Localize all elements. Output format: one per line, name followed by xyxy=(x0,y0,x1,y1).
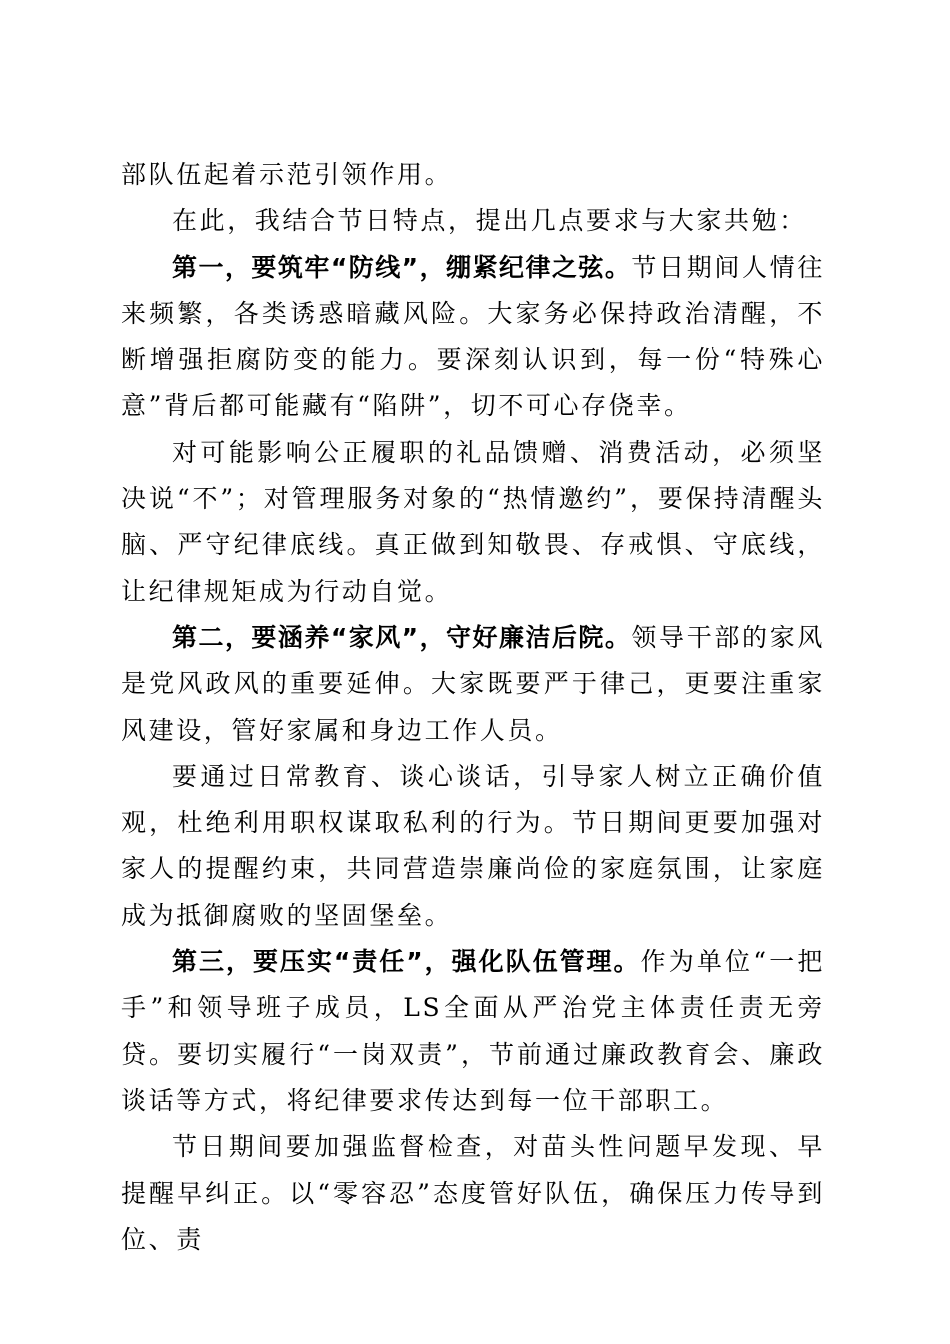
paragraph-text: 节日期间要加强监督检查，对苗头性问题早发现、早提醒早纠正。以“零容忍”态度管好队伍，确保压力传导到位、责 xyxy=(121,1132,825,1254)
point-heading: 第三，要压实“责任”，强化队伍管理。 xyxy=(172,947,641,977)
paragraph-intro xyxy=(121,198,825,244)
paragraph-text: 作为单位“一把手”和领导班子成员，LS全面从严治党主体责任责无旁贷。要切实履行“一岗双责”，节前通过廉政教育会、廉政谈话等方式，将纪律要求传达到每一位干部职工。 xyxy=(121,947,825,1115)
paragraph-point-one-detail xyxy=(121,430,825,615)
paragraph-point-two xyxy=(121,615,825,754)
paragraph-point-one xyxy=(121,245,825,430)
point-heading: 第二，要涵养“家风”，守好廉洁后院。 xyxy=(172,622,632,652)
paragraph-text: 部队伍起着示范引领作用。 xyxy=(121,160,453,189)
paragraph-point-three xyxy=(121,939,825,1124)
paragraph-point-three-detail xyxy=(121,1124,825,1263)
paragraph-point-two-detail xyxy=(121,754,825,939)
point-heading: 第一，要筑牢“防线”，绷紧纪律之弦。 xyxy=(172,252,632,282)
paragraph-text: 要通过日常教育、谈心谈话，引导家人树立正确价值观，杜绝利用职权谋取私利的行为。节日期间更要加强对家人的提醒约束，共同营造崇廉尚俭的家庭氛围，让家庭成为抵御腐败的坚固堡垒。 xyxy=(121,761,825,930)
paragraph-continuation xyxy=(121,152,825,198)
document-body xyxy=(121,152,825,1263)
paragraph-text: 领导干部的家风是党风政风的重要延伸。大家既要严于律己，更要注重家风建设，管好家属和身边工作人员。 xyxy=(121,622,825,745)
paragraph-text: 节日期间人情往来频繁，各类诱惑暗藏风险。大家务必保持政治清醒，不断增强拒腐防变的能力。要深刻认识到，每一份“特殊心意”背后都可能藏有“陷阱”，切不可心存侥幸。 xyxy=(121,252,825,421)
paragraph-text: 在此，我结合节日特点，提出几点要求与大家共勉： xyxy=(172,206,807,236)
paragraph-text: 对可能影响公正履职的礼品馈赠、消费活动，必须坚决说“不”；对管理服务对象的“热情邀约”，要保持清醒头脑、严守纪律底线。真正做到知敬畏、存戒惧、守底线，让纪律规矩成为行动自觉。 xyxy=(121,437,825,606)
